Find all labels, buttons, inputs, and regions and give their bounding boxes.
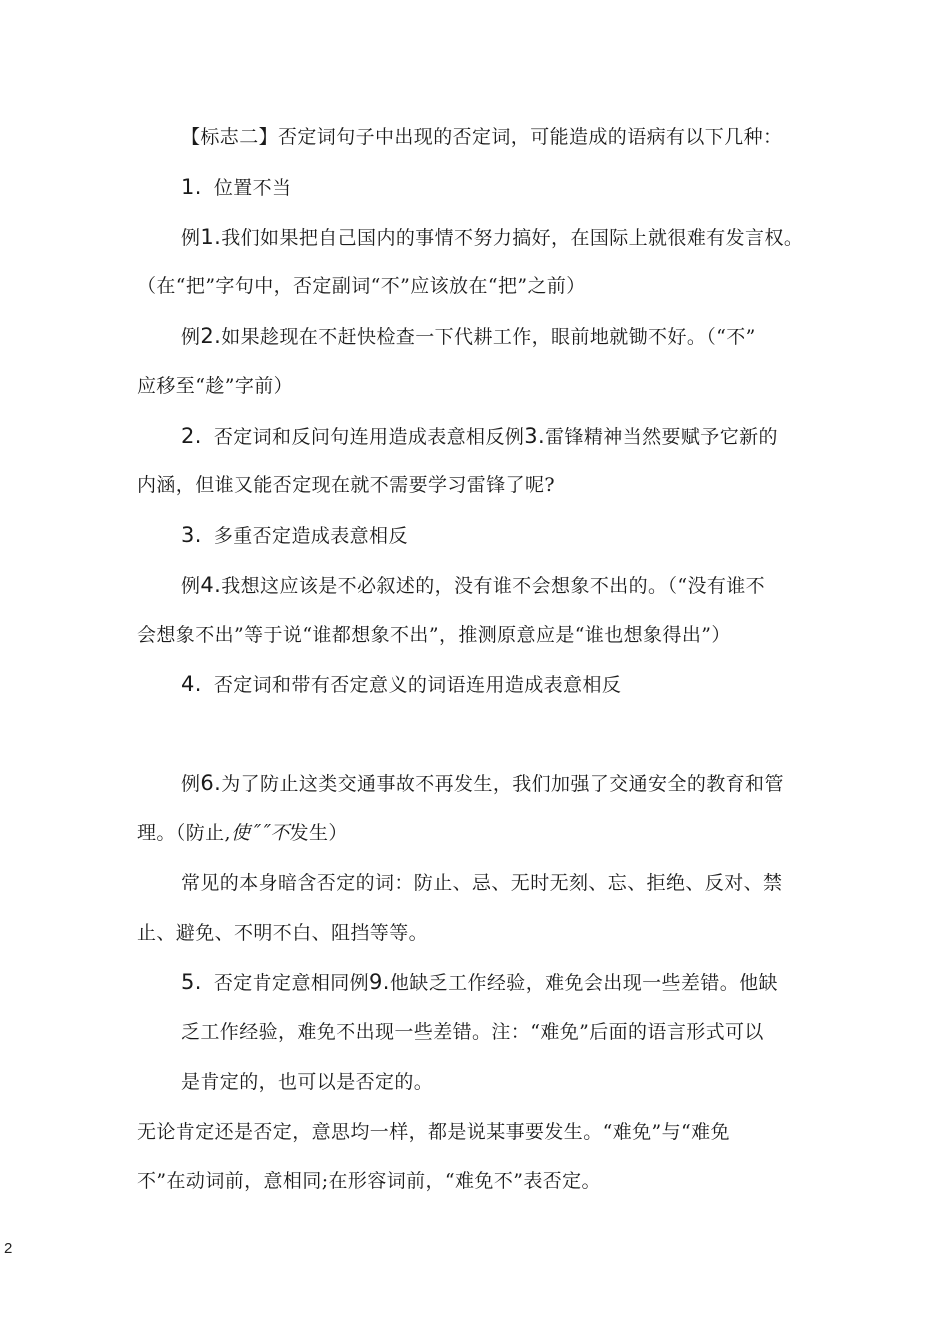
text: 常见的本身暗含否定的词：防止、忌、无时无刻、忘、拒绝、反对、禁 <box>181 872 783 894</box>
example-6-line <box>181 771 784 796</box>
example-number: 3. <box>524 424 546 448</box>
item-number: 3. <box>181 523 202 547</box>
paragraph-line <box>181 1020 764 1044</box>
text: 如果趁现在不赶快检查一下代耕工作，眼前地就锄不好。（“不” <box>221 326 756 348</box>
example-1-line <box>181 225 803 250</box>
text: 【标志二】否定词句子中出现的否定词，可能造成的语病有以下几种： <box>181 126 783 148</box>
example-number: 6. <box>200 771 222 795</box>
text: 否定词和反问句连用造成表意相反例 <box>213 426 525 448</box>
text: 无论肯定还是否定，意思均一样，都是说某事要发生。“难免”与“难免 <box>137 1121 730 1143</box>
paragraph-line <box>181 1070 433 1094</box>
text: 不”在动词前，意相同;在形容词前，“难免不”表否定。 <box>137 1170 601 1192</box>
text: 我们如果把自己国内的事情不努力搞好，在国际上就很难有发言权。 <box>221 227 804 249</box>
text: 例 <box>181 575 201 597</box>
example-2-line <box>181 324 756 349</box>
example-number: 9. <box>369 970 390 994</box>
list-item-2 <box>181 424 778 449</box>
paragraph-line <box>137 821 348 845</box>
text: 发生） <box>289 822 348 844</box>
text: 否定词和带有否定意义的词语连用造成表意相反 <box>213 674 622 696</box>
item-number: 4. <box>181 672 202 696</box>
page-number: 2 <box>4 1240 13 1257</box>
list-item-4 <box>181 672 621 697</box>
text: 会想象不出”等于说“谁都想象不出”，推测原意应是“谁也想象得出”） <box>137 624 731 646</box>
paragraph-line <box>137 921 428 945</box>
heading-line <box>181 125 782 149</box>
paragraph-line <box>137 1120 730 1144</box>
item-number: 5. <box>181 970 202 994</box>
paragraph-line <box>137 274 586 298</box>
text: （在“把”字句中，否定副词“不”应该放在“把”之前） <box>137 275 586 297</box>
text: 否定肯定意相同例 <box>213 972 370 994</box>
text: 例 <box>181 227 201 249</box>
text: 为了防止这类交通事故不再发生，我们加强了交通安全的教育和管 <box>221 773 784 795</box>
paragraph-line <box>137 623 731 647</box>
text: 止、避免、不明不白、阻挡等等。 <box>137 922 429 944</box>
text: 他缺乏工作经验，难免会出现一些差错。他缺 <box>389 972 778 994</box>
example-number: 4. <box>200 573 222 597</box>
example-number: 1. <box>200 225 222 249</box>
text: 多重否定造成表意相反 <box>213 525 408 547</box>
text: 应移至“趁”字前） <box>137 375 294 397</box>
text: 例 <box>181 326 201 348</box>
text: 内涵，但谁又能否定现在就不需要学习雷锋了呢? <box>137 474 555 496</box>
text: 例 <box>181 773 201 795</box>
paragraph-line <box>137 1169 601 1193</box>
example-number: 2. <box>200 324 222 348</box>
item-number: 2. <box>181 424 202 448</box>
example-4-line <box>181 573 765 598</box>
list-item-3 <box>181 523 408 548</box>
paragraph-line <box>137 374 293 398</box>
text: 雷锋精神当然要赋予它新的 <box>545 426 778 448</box>
italic-text: 使˝˝不 <box>230 822 290 844</box>
text: 我想这应该是不必叙述的，没有谁不会想象不出的。（“没有谁不 <box>221 575 766 597</box>
paragraph-line <box>181 871 782 895</box>
text: 是肯定的，也可以是否定的。 <box>181 1071 434 1093</box>
item-number: 1. <box>181 175 202 199</box>
text: 乏工作经验，难免不出现一些差错。注：“难免”后面的语言形式可以 <box>181 1021 764 1043</box>
text: 理。（防止, <box>137 822 231 844</box>
list-item-5 <box>181 970 778 995</box>
paragraph-line <box>137 473 555 497</box>
text: 位置不当 <box>213 177 292 199</box>
list-item-1 <box>181 175 291 200</box>
